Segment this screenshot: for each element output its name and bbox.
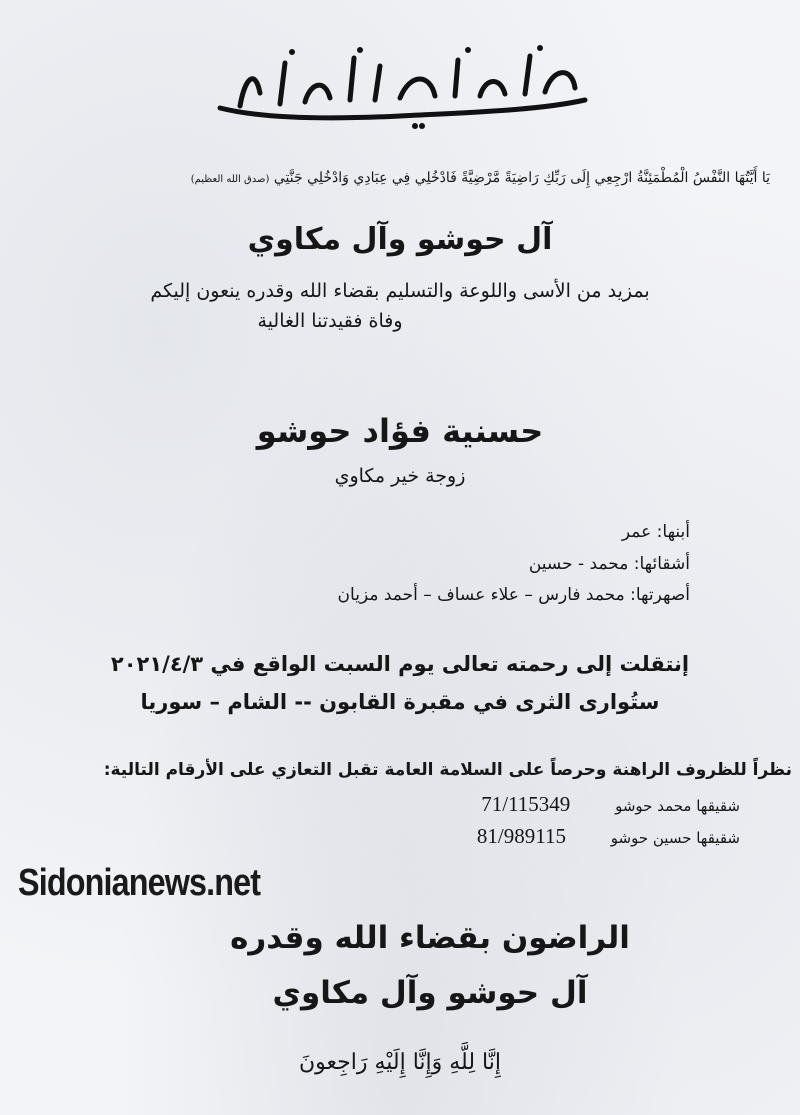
intro-line-2: وفاة فقيدتنا الغالية <box>257 310 403 332</box>
closing-line-1: الراضون بقضاء الله وقدره <box>230 920 630 956</box>
relative-in-laws <box>338 585 690 605</box>
relative-names: عمر <box>621 522 652 542</box>
contact-row <box>477 824 740 849</box>
relative-label: أشقائها: <box>633 554 690 574</box>
contact-name: شقيقها محمد حوشو <box>615 797 740 815</box>
relative-names: محمد فارس – علاء عساف – أحمد مزيان <box>337 585 625 605</box>
calligraphy-header <box>200 38 600 133</box>
deceased-relation: زوجة خير مكاوي <box>334 465 466 487</box>
closing-verse: إِنَّا لِلَّهِ وَإِنَّا إِلَيْهِ رَاجِعونَ <box>299 1050 501 1075</box>
relative-names: محمد - حسين <box>528 554 629 574</box>
quran-verse <box>191 170 770 186</box>
verse-text: يَا أَيَّتُهَا النَّفْسُ الْمُطْمَئِنَّةُ ارْجِعِي إِلَى رَبِّكِ رَاضِيَةً مَّرْضِيَّةً فَادْخُلِي فِي عِبَادِي وَادْخُلِي جَنَّتِي <box>273 170 770 186</box>
death-date-line: إنتقلت إلى رحمته تعالى يوم السبت الواقع في ٢٠٢١/٤/٣ <box>110 652 690 676</box>
relative-label: أبنها: <box>656 522 690 542</box>
site-watermark: Sidonianews.net <box>18 862 261 904</box>
contact-phone: 71/115349 <box>481 792 571 816</box>
contact-name: شقيقها حسين حوشو <box>610 829 740 847</box>
relative-brothers <box>529 554 690 574</box>
closing-line-2: آل حوشو وآل مكاوي <box>272 975 588 1011</box>
condolence-note: نظراً للظروف الراهنة وحرصاً على السلامة العامة تقبل التعازي على الأرقام التالية: <box>103 760 792 780</box>
deceased-name: حسنية فؤاد حوشو <box>256 412 544 450</box>
relative-label: أصهرتها: <box>630 585 690 605</box>
verse-suffix: (صدق الله العظيم) <box>190 174 270 185</box>
burial-line: ستُوارى الثرى في مقبرة القابون -- الشام – سوريا <box>140 690 660 714</box>
relative-son <box>622 522 690 542</box>
intro-line-1: بمزيد من الأسى واللوعة والتسليم بقضاء الله وقدره ينعون إليكم <box>150 280 650 302</box>
contact-row <box>481 792 740 817</box>
family-title: آل حوشو وآل مكاوي <box>247 222 553 257</box>
contact-phone: 81/989115 <box>476 824 566 848</box>
